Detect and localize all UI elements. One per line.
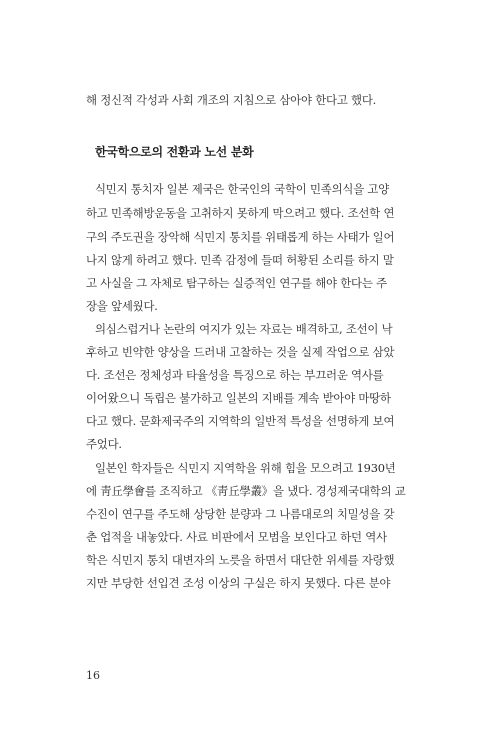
text-line: 고 사실을 그 자체로 탐구하는 실증적인 연구를 해야 한다는 주	[86, 276, 387, 290]
text-line: 의심스럽거나 논란의 여지가 있는 자료는 배격하고, 조선이 낙	[95, 322, 393, 336]
text-line: 지만 부당한 선입견 조성 이상의 구실은 하지 못했다. 다른 분야	[86, 576, 391, 590]
text-line: 이어왔으니 독립은 불가하고 일본의 지배를 계속 받아야 마땅하	[86, 391, 391, 405]
text-line: 다. 조선은 정체성과 타율성을 특징으로 하는 부끄러운 역사를	[86, 368, 384, 382]
text-line: 춘 업적을 내놓았다. 사료 비판에서 모범을 보인다고 하던 역사	[86, 530, 387, 544]
page-number: 16	[86, 669, 100, 682]
text-line: 구의 주도권을 장악해 식민지 통치를 위태롭게 하는 사태가 일어	[86, 230, 395, 244]
text-line: 에 靑丘學會를 조직하고 《靑丘學叢》을 냈다. 경성제국대학의 교	[86, 484, 406, 498]
text-line: 식민지 통치자 일본 제국은 한국인의 국학이 민족의식을 고양	[95, 182, 390, 196]
intro-line: 해 정신적 각성과 사회 개조의 지침으로 삼아야 한다고 했다.	[86, 93, 377, 107]
text-line: 후하고 빈약한 양상을 드러내 고찰하는 것을 실제 작업으로 삼았	[86, 345, 395, 359]
text-line: 다고 했다. 문화제국주의 지역학의 일반적 특성을 선명하게 보여	[86, 414, 395, 428]
text-line: 나지 않게 하려고 했다. 민족 감정에 들떠 허황된 소리를 하지 말	[86, 253, 394, 267]
section-heading: 한국학으로의 전환과 노선 분화	[95, 145, 254, 159]
text-line: 수진이 연구를 주도해 상당한 분량과 그 나름대로의 치밀성을 갖	[86, 507, 395, 521]
text-line: 일본인 학자들은 식민지 지역학을 위해 힘을 모으려고 1930년	[95, 461, 396, 475]
text-line: 장을 앞세웠다.	[86, 299, 158, 313]
text-line: 주었다.	[86, 437, 122, 451]
text-line: 하고 민족해방운동을 고취하지 못하게 막으려고 했다. 조선학 연	[86, 206, 395, 220]
text-line: 학은 식민지 통치 대변자의 노릇을 하면서 대단한 위세를 자랑했	[86, 553, 395, 567]
